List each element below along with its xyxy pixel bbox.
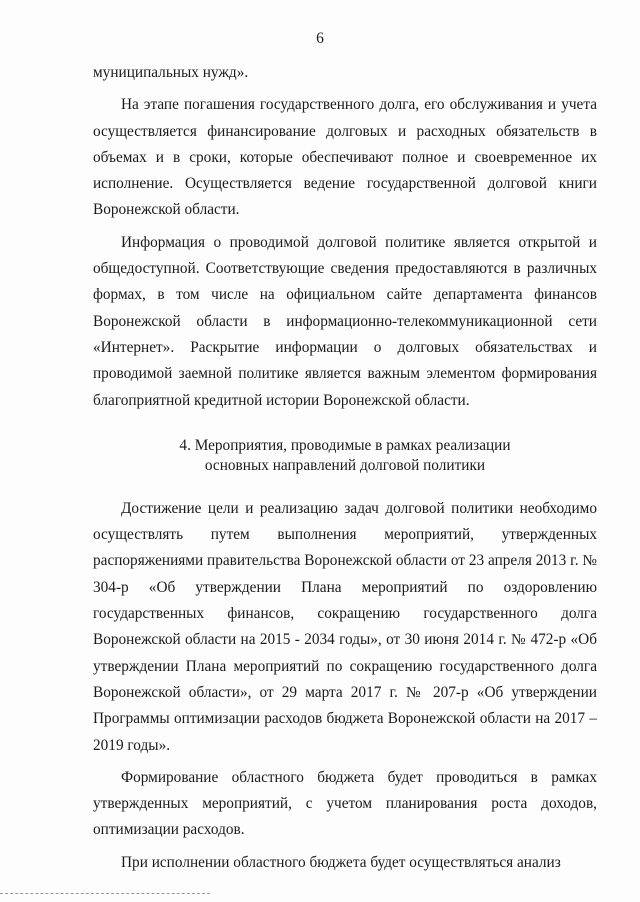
section-heading	[93, 436, 597, 476]
paragraph-continuation: муниципальных нужд».	[93, 64, 249, 81]
document-body	[93, 60, 597, 876]
page-number: 6	[316, 30, 324, 47]
paragraph-debt-repayment: На этапе погашения государственного долга, его обслуживания и учета осуществляется финансирование долговых и расходных обязательств в объемах и в сроки, которые обеспечивают полное и своевременное их исполнение. Осуществляется ведение государственной долговой книги Воронежской области.	[93, 96, 597, 219]
paragraph-information-disclosure: Информация о проводимой долговой политике является открытой и общедоступной. Соответствующие сведения предоставляются в различных формах, в том числе на официальном сайте департамента финансов Воронежской области в информационно-телекоммуникационной сети «Интернет». Раскрытие информации о долговых обязательствах и проводимой заемной политике является важным элементом формирования благоприятной кредитной истории Воронежской области.	[93, 233, 597, 409]
section-heading-line-1: 4. Мероприятия, проводимые в рамках реализации	[179, 436, 511, 454]
paragraph-budget-formation: Формирование областного бюджета будет проводиться в рамках утвержденных мероприятий, с учетом планирования роста доходов, оптимизации расходов.	[93, 768, 597, 839]
paragraph-measures: Достижение цели и реализацию задач долговой политики необходимо осуществлять путем выполнения мероприятий, утвержденных распоряжениями правительства Воронежской области от 23 апреля 2013 г. № 304-р «Об утверждении Плана мероприятий по оздоровлению государственных финансов, сокращению государственного долга Воронежской области на 2015 - 2034 годы», от 30 июня 2014 г. № 472-р «Об утверждении Плана мероприятий по сокращению государственного долга Воронежской области», от 29 марта 2017 г. № 207-р «Об утверждении Программы оптимизации расходов бюджета Воронежской области на 2017 – 2019 годы».	[93, 499, 597, 754]
footer-divider	[0, 893, 210, 894]
paragraph-budget-execution: При исполнении областного бюджета будет осуществляться анализ	[121, 853, 561, 871]
section-heading-line-2: основных направлений долговой политики	[204, 456, 486, 474]
